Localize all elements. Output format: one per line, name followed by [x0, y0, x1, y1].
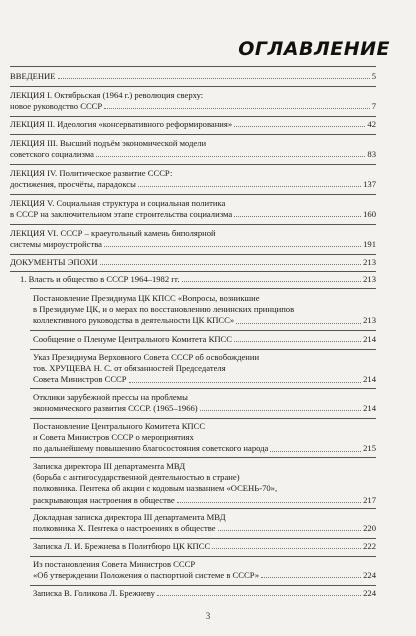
entry-leader-line	[33, 315, 376, 326]
dot-leader	[100, 264, 362, 265]
divider	[30, 349, 376, 350]
entry-leader-line	[10, 71, 376, 82]
entry-text-line: Записка директора III департамента МВД	[33, 461, 186, 471]
toc-entry-document	[33, 334, 376, 345]
divider	[10, 164, 376, 165]
dot-leader	[182, 281, 362, 282]
dot-leader	[270, 451, 361, 452]
entry-page-number: 214	[363, 374, 376, 385]
dot-leader	[138, 186, 361, 187]
dot-leader	[212, 548, 361, 549]
divider	[10, 194, 376, 195]
entry-leader-line	[33, 403, 376, 414]
dot-leader	[129, 382, 362, 383]
divider	[10, 254, 376, 255]
entry-leader-line	[33, 541, 376, 552]
divider	[10, 224, 376, 225]
entry-text-line: Постановление Центрального Комитета КПСС	[33, 421, 206, 431]
toc-entry-document	[33, 588, 376, 599]
dot-leader	[236, 323, 361, 324]
toc-entry-document	[33, 421, 376, 455]
dot-leader	[157, 595, 361, 596]
entry-text: Совета Министров СССР	[33, 374, 127, 385]
entry-text-line: ЛЕКЦИЯ VI. СССР – краеугольный камень биполярной	[10, 228, 216, 238]
entry-text: системы мироустройства	[10, 239, 102, 250]
entry-page-number: 224	[363, 588, 376, 598]
entry-leader-line	[33, 334, 376, 345]
entry-page-number: 160	[363, 209, 376, 220]
dot-leader	[177, 502, 361, 503]
toc-entry-lecture-4	[10, 168, 376, 190]
entry-leader-line	[33, 374, 376, 385]
entry-text-line: ЛЕКЦИЯ I. Октябрьская (1964 г.) революция сверху:	[10, 90, 204, 100]
divider	[10, 134, 376, 135]
entry-leader-line	[10, 209, 376, 220]
entry-text-line: тов. ХРУЩЕВА Н. С. от обязанностей Председателя	[33, 363, 226, 374]
entry-leader-line	[33, 495, 376, 506]
entry-text: новое руководство СССР	[10, 101, 103, 112]
dot-leader	[104, 246, 361, 247]
entry-text: советского социализма	[10, 149, 94, 160]
entry-text: раскрывающая настроения в обществе	[33, 494, 175, 505]
entry-leader-line	[10, 239, 376, 250]
entry-leader-line	[20, 274, 376, 285]
entry-page-number: 222	[363, 541, 376, 551]
divider	[30, 330, 376, 331]
entry-text: коллективного руководства в деятельности ЦК КПСС»	[33, 315, 235, 326]
toc-entry-lecture-1	[10, 90, 376, 112]
toc-entry-document	[33, 541, 376, 552]
entry-text: Записка В. Голикова Л. Брежневу	[33, 588, 155, 598]
dot-leader	[58, 78, 370, 79]
entry-text: полковника Х. Пентека о настроениях в обществе	[33, 523, 216, 534]
entry-leader-line	[10, 119, 376, 130]
entry-text-line: полковника. Пентека об акции с кодовым названием «ОСЕНЬ-70»,	[33, 483, 278, 494]
entry-text: ЛЕКЦИЯ II. Идеология «консервативного реформирования»	[10, 119, 233, 129]
page-title: ОГЛАВЛЕНИЕ	[238, 38, 390, 60]
divider	[10, 66, 376, 67]
entry-text-line: (борьба с антигосударственной деятельностью в стране)	[33, 472, 240, 483]
entry-text-line: Из постановления Совета Министров СССР	[33, 559, 196, 569]
dot-leader	[234, 126, 365, 127]
dot-leader	[234, 341, 361, 342]
divider	[10, 116, 376, 117]
toc-entry-document	[33, 392, 376, 414]
page-number: 3	[205, 611, 211, 621]
entry-text-line: Постановление Президиума ЦК КПСС «Вопросы, возникшие	[33, 293, 260, 303]
entry-text-line: ЛЕКЦИЯ V. Социальная структура и социальная политика	[10, 198, 226, 208]
toc-entry-lecture-3	[10, 138, 376, 160]
divider	[30, 288, 376, 289]
dot-leader	[218, 530, 361, 531]
entry-page-number: 217	[363, 494, 376, 505]
toc-entry-lecture-2	[10, 119, 376, 130]
toc-entry-introduction	[10, 71, 376, 82]
entry-leader-line	[33, 443, 376, 454]
entry-leader-line	[33, 570, 376, 581]
entry-page-number: 213	[363, 274, 376, 284]
divider	[30, 556, 376, 557]
entry-page-number: 5	[371, 71, 376, 81]
entry-page-number: 83	[367, 149, 376, 160]
toc-entry-document	[33, 512, 376, 534]
toc-entry-lecture-5	[10, 198, 376, 220]
entry-text: экономического развития СССР. (1965–1966)	[33, 403, 198, 414]
entry-leader-line	[33, 588, 376, 599]
entry-text-line: ЛЕКЦИЯ III. Высший подъём экономической модели	[10, 138, 207, 148]
entry-text-line: в Президиуме ЦК, и о мерах по восстановлению ленинских принципов	[33, 304, 295, 315]
entry-leader-line	[10, 149, 376, 160]
toc-entry-document	[33, 352, 376, 386]
dot-leader	[104, 108, 370, 109]
entry-text-line: ЛЕКЦИЯ IV. Политическое развитие СССР:	[10, 168, 173, 178]
entry-text: 1. Власть и общество в СССР 1964–1982 гг.	[20, 274, 180, 284]
dot-leader	[200, 410, 361, 411]
dot-leader	[261, 577, 361, 578]
entry-page-number: 220	[363, 523, 376, 534]
toc-entry-document	[33, 293, 376, 327]
entry-text: ВВЕДЕНИЕ	[10, 71, 56, 81]
entry-leader-line	[10, 257, 376, 268]
divider	[30, 508, 376, 509]
entry-page-number: 215	[363, 443, 376, 454]
toc-entry-documents	[10, 257, 376, 268]
dot-leader	[96, 156, 365, 157]
entry-page-number: 224	[363, 570, 376, 581]
entry-leader-line	[10, 179, 376, 190]
entry-leader-line	[33, 523, 376, 534]
divider	[30, 388, 376, 389]
toc-entry-document	[33, 461, 376, 506]
entry-page-number: 7	[371, 101, 376, 112]
entry-text: Записка Л. И. Брежнева в Политбюро ЦК КПСС	[33, 541, 211, 551]
entry-leader-line	[10, 101, 376, 112]
divider	[10, 271, 376, 272]
entry-page-number: 213	[363, 315, 376, 326]
divider	[10, 86, 376, 87]
divider	[30, 538, 376, 539]
entry-page-number: 137	[363, 179, 376, 190]
entry-text: по дальнейшему повышению благосостояния советского народа	[33, 443, 269, 454]
entry-page-number: 213	[363, 257, 376, 267]
toc-entry-document	[33, 559, 376, 581]
entry-text: достижения, просчёты, парадоксы	[10, 179, 136, 190]
entry-text: в СССР на заключительном этапе строительства социализма	[10, 209, 233, 220]
divider	[30, 585, 376, 586]
divider	[30, 418, 376, 419]
entry-text: «Об утверждении Положения о паспортной системе в СССР»	[33, 570, 260, 581]
entry-text-line: Докладная записка директора III департамента МВД	[33, 512, 226, 522]
toc-entry-power-and-society	[20, 274, 376, 285]
divider	[30, 457, 376, 458]
entry-page-number: 214	[363, 334, 376, 344]
toc-entry-lecture-6	[10, 228, 376, 250]
entry-text-line: Отклики зарубежной прессы на проблемы	[33, 392, 188, 402]
dot-leader	[234, 216, 361, 217]
entry-page-number: 42	[367, 119, 376, 129]
entry-page-number: 214	[363, 403, 376, 414]
entry-text: Сообщение о Пленуме Центрального Комитета КПСС	[33, 334, 233, 344]
entry-text: ДОКУМЕНТЫ ЭПОХИ	[10, 257, 98, 267]
entry-text-line: Указ Президиума Верховного Совета СССР об освобождении	[33, 352, 260, 362]
entry-text-line: и Совета Министров СССР о мероприятиях	[33, 432, 194, 443]
entry-page-number: 191	[363, 239, 376, 250]
